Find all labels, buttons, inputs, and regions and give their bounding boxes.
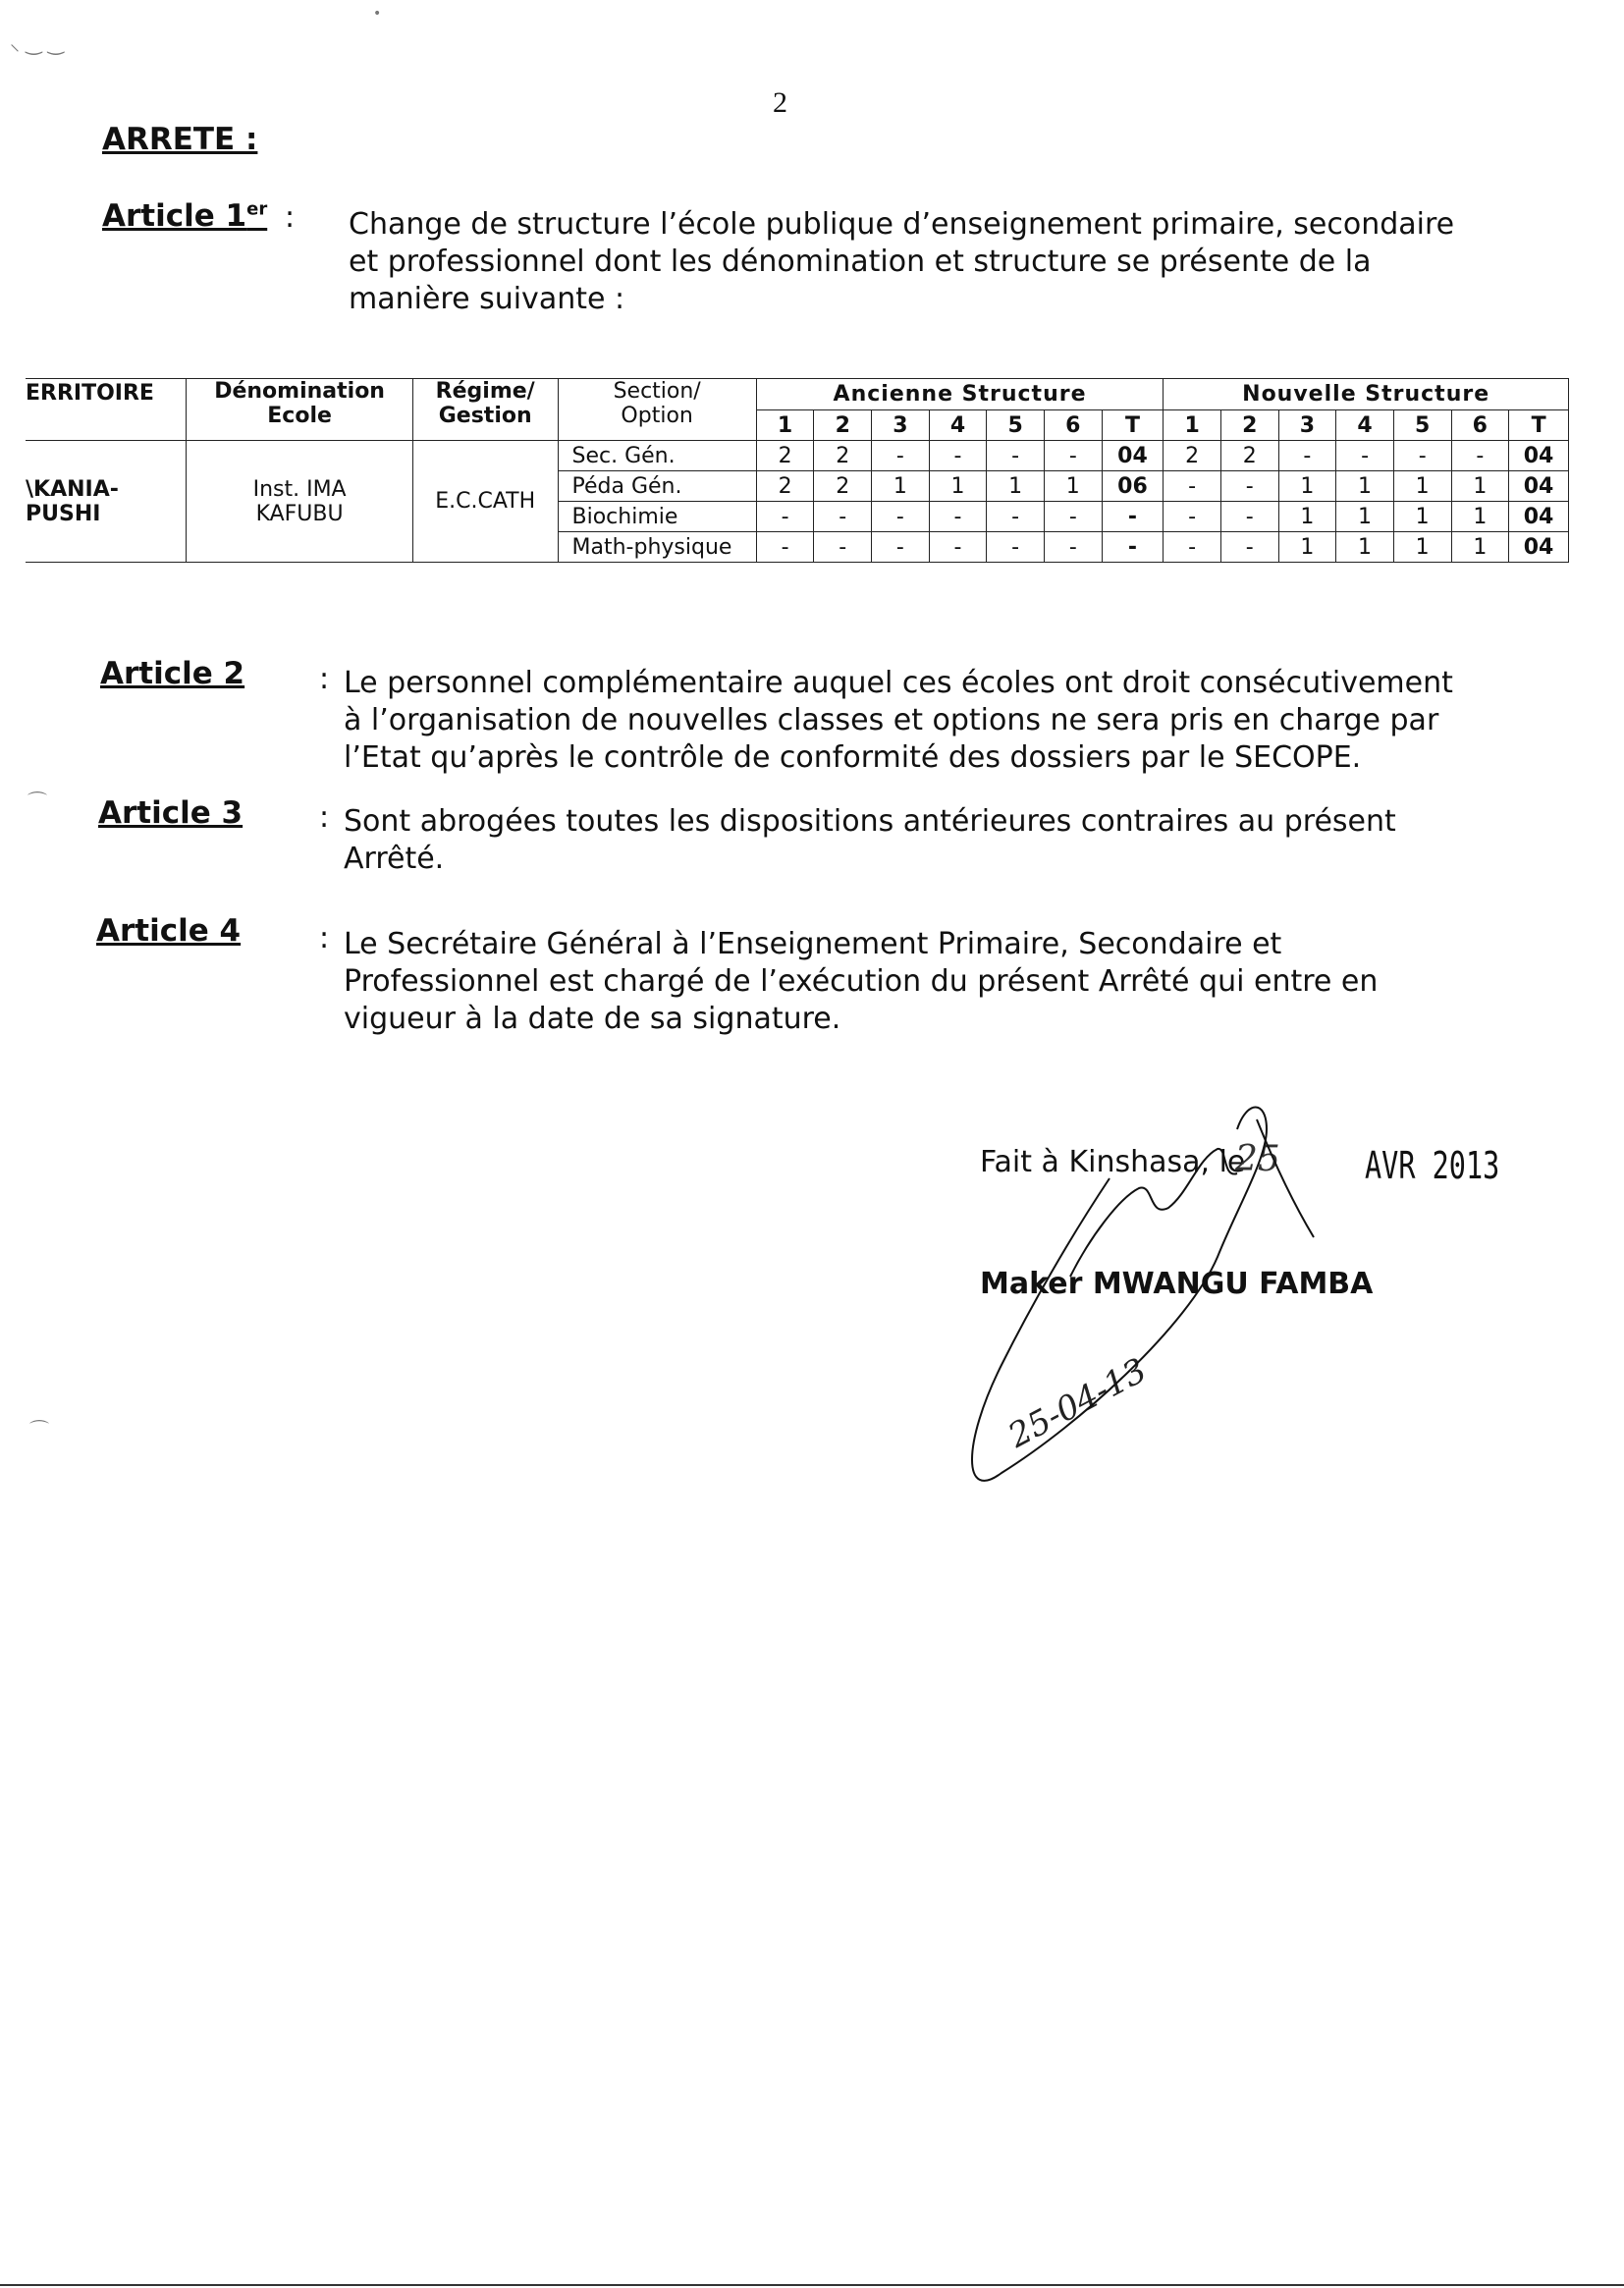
cell-ancienne: 2 [756, 441, 814, 471]
arrete-heading: ARRETE : [102, 122, 258, 157]
article-2-text: Le personnel complémentaire auquel ces écoles ont droit consécutivement à l’organisation de nouvelles classes et options ne sera pris en charge par l’Etat qu’après le contrôle de conformité des dossiers par le SECOPE. [344, 666, 1453, 775]
cell-ancienne: - [987, 441, 1045, 471]
cell-nouvelle: 04 [1509, 441, 1569, 471]
cell-ancienne: - [872, 532, 930, 563]
cell-regime: E.C.CATH [412, 441, 558, 563]
article-4-text: Le Secrétaire Général à l’Enseignement Primaire, Secondaire et Professionnel est chargé de l’exécution du présent Arrêté qui entre en vigueur à la date de sa signature. [344, 927, 1379, 1036]
col-header: 5 [1393, 410, 1451, 441]
cell-option: Biochimie [558, 502, 756, 532]
header-regime: Régime/ Gestion [412, 379, 558, 441]
signatory-name: Maker MWANGU FAMBA [980, 1267, 1374, 1301]
col-header: 6 [1451, 410, 1509, 441]
article-2-heading: Article 2 [100, 656, 245, 691]
cell-option: Sec. Gén. [558, 441, 756, 471]
cell-nouvelle: 1 [1336, 532, 1394, 563]
cell-ancienne: 06 [1102, 471, 1164, 502]
cell-nouvelle: 1 [1451, 532, 1509, 563]
cell-ancienne: 1 [1044, 471, 1102, 502]
cell-nouvelle: - [1164, 471, 1221, 502]
bottom-rule [0, 2284, 1624, 2286]
place-date-label: Fait à Kinshasa, le [980, 1145, 1246, 1179]
cell-nouvelle: 1 [1393, 471, 1451, 502]
cell-territoire: \KANIA- PUSHI [26, 441, 187, 563]
cell-ancienne: - [987, 532, 1045, 563]
cell-nouvelle: 2 [1220, 441, 1278, 471]
header-denomination: Dénomination Ecole [187, 379, 413, 441]
handwritten-day: 25 [1235, 1139, 1280, 1179]
col-header: 1 [756, 410, 814, 441]
article-1-colon: : [285, 200, 296, 235]
cell-nouvelle: 1 [1278, 502, 1336, 532]
article-4-colon: : [319, 921, 330, 955]
cell-ecole: Inst. IMA KAFUBU [187, 441, 413, 563]
cell-ancienne: - [756, 502, 814, 532]
article-3-text: Sont abrogées toutes les dispositions antérieures contraires au présent Arrêté. [344, 804, 1396, 876]
cell-ancienne: - [929, 441, 987, 471]
scan-mark: ⌒ [29, 1418, 49, 1442]
cell-ancienne: 1 [987, 471, 1045, 502]
table-row [26, 441, 1569, 471]
cell-ancienne: - [1044, 441, 1102, 471]
cell-ancienne: 1 [929, 471, 987, 502]
article-1-heading: Article 1er [102, 198, 268, 234]
cell-nouvelle: - [1220, 502, 1278, 532]
col-header: 3 [1278, 410, 1336, 441]
cell-nouvelle: - [1451, 441, 1509, 471]
cell-nouvelle: - [1278, 441, 1336, 471]
cell-nouvelle: 1 [1451, 471, 1509, 502]
header-nouvelle-structure: Nouvelle Structure [1164, 379, 1569, 410]
header-ancienne-structure: Ancienne Structure [756, 379, 1164, 410]
article-4-heading: Article 4 [96, 913, 242, 949]
cell-nouvelle: 1 [1336, 502, 1394, 532]
cell-ancienne: 2 [814, 441, 872, 471]
cell-ancienne: - [814, 532, 872, 563]
col-header: 4 [1336, 410, 1394, 441]
cell-ancienne: - [814, 502, 872, 532]
cell-option: Péda Gén. [558, 471, 756, 502]
article-1-text: Change de structure l’école publique d’enseignement primaire, secondaire et professionnel dont les dénomination et structure se présente de la manière suivante : [349, 207, 1455, 316]
cell-nouvelle: - [1393, 441, 1451, 471]
cell-nouvelle: 1 [1336, 471, 1394, 502]
cell-nouvelle: 04 [1509, 532, 1569, 563]
cell-ancienne: - [1044, 502, 1102, 532]
page-number: 2 [773, 86, 787, 119]
cell-nouvelle: 04 [1509, 502, 1569, 532]
col-header: 2 [814, 410, 872, 441]
cell-nouvelle: - [1164, 532, 1221, 563]
cell-ancienne: 2 [814, 471, 872, 502]
col-header: 6 [1044, 410, 1102, 441]
col-header: 4 [929, 410, 987, 441]
col-header: T [1509, 410, 1569, 441]
cell-ancienne: - [1044, 532, 1102, 563]
article-3-heading: Article 3 [98, 795, 244, 831]
cell-ancienne: 2 [756, 471, 814, 502]
cell-ancienne: - [1102, 502, 1164, 532]
cell-nouvelle: - [1336, 441, 1394, 471]
cell-ancienne: 04 [1102, 441, 1164, 471]
cell-nouvelle: - [1164, 502, 1221, 532]
col-header: 3 [872, 410, 930, 441]
scan-mark: • [373, 6, 382, 22]
col-header: T [1102, 410, 1164, 441]
article-3-colon: : [319, 800, 330, 835]
cell-nouvelle: - [1220, 532, 1278, 563]
scan-mark: ⸜ ‿ ‿ [10, 31, 64, 55]
cell-ancienne: - [929, 502, 987, 532]
cell-nouvelle: 1 [1278, 532, 1336, 563]
cell-nouvelle: 1 [1451, 502, 1509, 532]
cell-nouvelle: - [1220, 471, 1278, 502]
col-header: 1 [1164, 410, 1221, 441]
col-header: 5 [987, 410, 1045, 441]
cell-ancienne: - [872, 441, 930, 471]
cell-nouvelle: 1 [1393, 502, 1451, 532]
cell-ancienne: - [872, 502, 930, 532]
article-2-colon: : [319, 662, 330, 696]
cell-ancienne: 1 [872, 471, 930, 502]
handwritten-date: 25-04-13 [1001, 1350, 1154, 1456]
cell-ancienne: - [929, 532, 987, 563]
cell-option: Math-physique [558, 532, 756, 563]
header-section: Section/ Option [558, 379, 756, 441]
cell-nouvelle: 04 [1509, 471, 1569, 502]
header-territoire: ERRITOIRE [26, 379, 187, 441]
structure-table [26, 378, 1569, 563]
cell-nouvelle: 1 [1393, 532, 1451, 563]
cell-nouvelle: 1 [1278, 471, 1336, 502]
scan-mark: ⌒ [27, 790, 47, 813]
stamp-date: AVR 2013 [1365, 1144, 1500, 1187]
col-header: 2 [1220, 410, 1278, 441]
cell-nouvelle: 2 [1164, 441, 1221, 471]
cell-ancienne: - [756, 532, 814, 563]
cell-ancienne: - [1102, 532, 1164, 563]
cell-ancienne: - [987, 502, 1045, 532]
signature-mark [943, 1090, 1394, 1502]
